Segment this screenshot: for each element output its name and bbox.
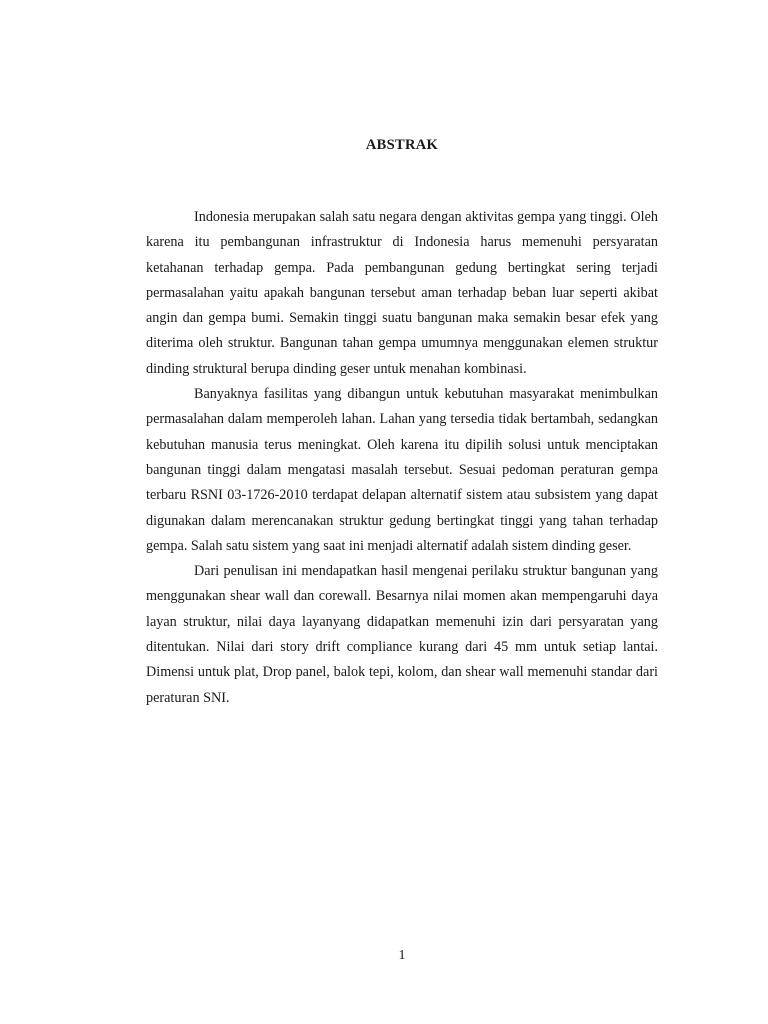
paragraph-3: Dari penulisan ini mendapatkan hasil mengenai perilaku struktur bangunan yang menggunakan shear wall dan corewall. Besarnya nilai momen akan mempengaruhi daya layan struktur, nilai daya layanyang didapatkan memenuhi izin dari persyaratan yang ditentukan. Nilai dari story drift compliance kurang dari 45 mm untuk setiap lantai. Dimensi untuk plat, Drop panel, balok tepi, kolom, dan shear wall memenuhi standar dari peraturan SNI. [146,563,658,706]
abstract-body [146,205,658,711]
paragraph-2: Banyaknya fasilitas yang dibangun untuk kebutuhan masyarakat menimbulkan permasalahan dalam memperoleh lahan. Lahan yang tersedia tidak bertambah, sedangkan kebutuhan manusia terus meningkat. Oleh karena itu dipilih solusi untuk menciptakan bangunan tinggi dalam mengatasi masalah tersebut. Sesuai pedoman peraturan gempa terbaru RSNI 03-1726-2010 terdapat delapan alternatif sistem atau subsistem yang dapat digunakan dalam merencanakan struktur gedung bertingkat tinggi yang tahan terhadap gempa. Salah satu sistem yang saat ini menjadi alternatif adalah sistem dinding geser. [146,386,658,554]
page-title: ABSTRAK [365,137,439,153]
paragraph-1: Indonesia merupakan salah satu negara dengan aktivitas gempa yang tinggi. Oleh karena itu pembangunan infrastruktur di Indonesia harus memenuhi persyaratan ketahanan terhadap gempa. Pada pembangunan gedung bertingkat sering terjadi permasalahan yaitu apakah bangunan tersebut aman terhadap beban luar seperti akibat angin dan gempa bumi. Semakin tinggi suatu bangunan maka semakin besar efek yang diterima oleh struktur. Bangunan tahan gempa umumnya menggunakan elemen struktur dinding struktural berupa dinding geser untuk menahan kombinasi. [146,209,658,377]
page-number: 1 [398,948,406,963]
